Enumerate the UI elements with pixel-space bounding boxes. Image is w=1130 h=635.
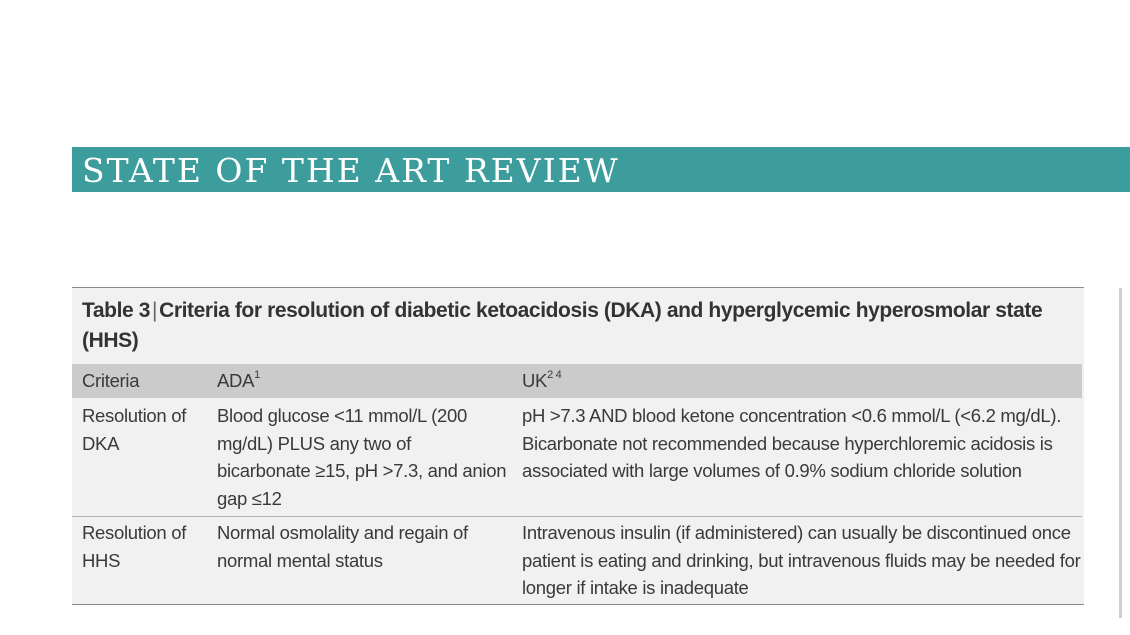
row-hhs-ada: Normal osmolality and regain of normal mental status	[217, 522, 468, 571]
adjacent-page-edge	[1119, 288, 1122, 618]
header-ada-label: ADA	[217, 370, 255, 391]
table-caption	[82, 296, 1072, 356]
row-dka-criteria: Resolution of DKA	[82, 405, 187, 454]
header-ada-reference: 1	[254, 369, 260, 381]
header-uk-label: UK	[522, 370, 548, 391]
header-uk-reference: 2 4	[547, 369, 562, 381]
row-dka-ada: Blood glucose <11 mmol/L (200 mg/dL) PLUS any two of bicarbonate ≥15, pH >7.3, and anion gap ≤12	[217, 405, 507, 509]
row-hhs-criteria: Resolution of HHS	[82, 522, 187, 571]
row-divider	[72, 516, 1082, 517]
table-caption-label: Table 3	[82, 299, 151, 322]
table-header-row	[72, 364, 1082, 398]
table-caption-text: Criteria for resolution of diabetic ketoacidosis (DKA) and hyperglycemic hyperosmolar state (HHS)	[82, 299, 1043, 352]
header-ada	[217, 370, 507, 392]
header-uk	[522, 370, 1082, 392]
header-criteria: Criteria	[82, 370, 140, 391]
table-caption-separator: |	[152, 299, 158, 322]
table-3	[72, 287, 1084, 605]
row-hhs-uk: Intravenous insulin (if administered) can usually be discontinued once patient is eating and drinking, but intravenous fluids may be needed for longer if intake is inadequate	[522, 522, 1081, 598]
section-banner-title: STATE OF THE ART REVIEW	[82, 151, 620, 190]
section-banner	[72, 147, 1130, 192]
row-dka-uk: pH >7.3 AND blood ketone concentration <0.6 mmol/L (<6.2 mg/dL). Bicarbonate not recommended because hyperchloremic acidosis is associated with large volumes of 0.9% sodium chloride solution	[522, 405, 1062, 481]
